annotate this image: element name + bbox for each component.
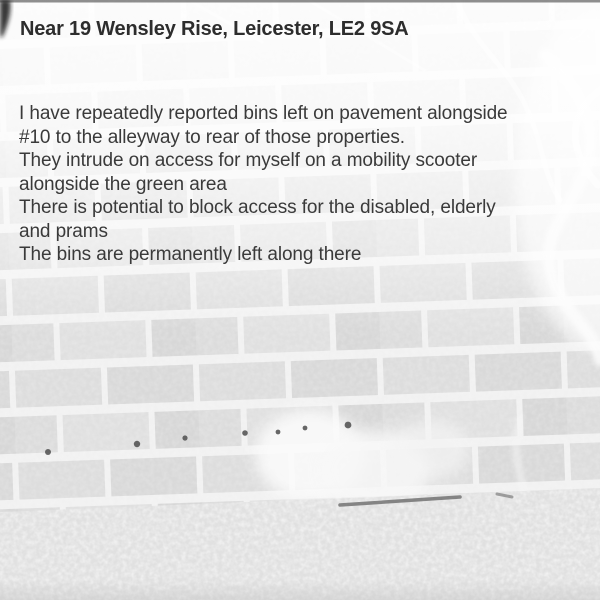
report-line: The bins are permanently left along there: [19, 244, 362, 265]
report-line: I have repeatedly reported bins left on pavement alongside: [19, 103, 508, 124]
report-line: #10 to the alleyway to rear of those properties.: [19, 126, 405, 148]
report-line: There is potential to block access for the disabled, elderly: [19, 197, 496, 218]
report-location-title: Near 19 Wensley Rise, Leicester, LE2 9SA: [20, 18, 409, 40]
report-line: They intrude on access for myself on a mobility scooter: [19, 150, 478, 171]
report-line: and prams: [19, 220, 108, 242]
report-line: alongside the green area: [19, 173, 227, 195]
